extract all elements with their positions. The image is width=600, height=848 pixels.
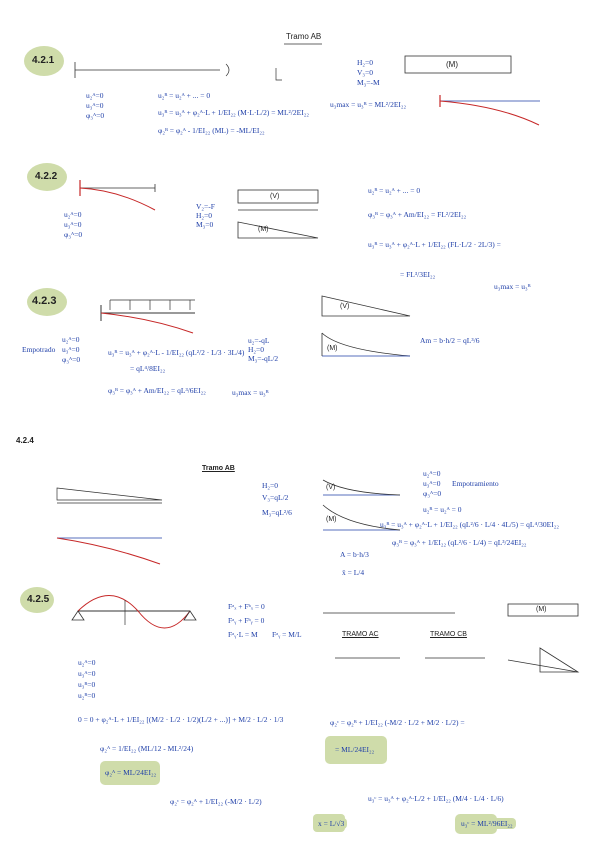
deflection-4-2-1 — [440, 95, 540, 125]
s5-react-2: Fᵃᵧ·L = M — [228, 630, 258, 639]
s3-eq3: φ₃ᴮ = φ₃ᴬ + Am/EI₂₂ = qL³/6EI₂₂ — [108, 386, 206, 395]
beam-4-2-2 — [80, 180, 155, 210]
s3-diag1-label: (V) — [340, 303, 350, 310]
beam-4-2-3 — [101, 300, 195, 333]
s2-react-2: M₃=0 — [196, 220, 214, 229]
s5-react-0: Fᵃₓ + Fᵇₓ = 0 — [228, 602, 265, 611]
s5-tramo1: TRAMO AC — [342, 631, 379, 638]
s5-cond-2: u₃ᴮ=0 — [78, 680, 96, 689]
s5-res1: φ₂ᴬ = ML/24EI₂₂ — [102, 767, 159, 778]
s5-cond-3: u₂ᴮ=0 — [78, 691, 96, 700]
s4-cond-label: Empotramiento — [452, 479, 499, 488]
diagrams-4-2-5 — [323, 604, 578, 672]
moment-diagram-4-2-1 — [405, 56, 511, 73]
s5-res4: x = L/√3 — [315, 818, 347, 829]
s5-eq4: φ₂ᶜ = φ₂ᴮ + 1/EI₂₂ (-M/2 · L/2 + M/2 · L/2) = — [330, 718, 465, 727]
s1-eq3: φ₂ᴮ = φ₂ᴬ - 1/EI₂₂ (ML) = -ML/EI₂₂ — [158, 126, 265, 135]
s1-max: u₃max = u₃ᴮ = ML²/2EI₂₂ — [330, 100, 407, 109]
s4-cond-0: u₂ᴬ=0 — [423, 469, 441, 478]
s1-cond-1: u₃ᴬ=0 — [86, 101, 104, 110]
s2-max: u₃max = u₃ᴮ — [494, 282, 531, 291]
s4-eq1: u₂ᴮ = u₂ᴬ = 0 — [423, 505, 462, 514]
beam-4-2-5 — [72, 596, 196, 629]
s4-cond-1: u₃ᴬ=0 — [423, 479, 441, 488]
s1-react-0: H₂=0 — [357, 58, 374, 67]
s3-cond-0: u₂ᴬ=0 — [62, 335, 80, 344]
s4-eq3: φ₃ᴮ = φ₃ᴬ + 1/EI₂₂ (qL²/6 · L/4) = qL³/24EI₂₂ — [392, 538, 527, 547]
s2-eq1: u₂ᴮ = u₂ᴬ + ... = 0 — [368, 186, 421, 195]
s5-eq5: u₃ᶜ = u₃ᴬ + φ₂ᴬ·L/2 + 1/EI₂₂ (M/4 · L/4 · L/6) — [368, 794, 504, 803]
s4-diag1-label: (V) — [326, 484, 336, 491]
s3-react-1: H₂=0 — [248, 345, 265, 354]
s2-diag2-label: (M) — [258, 226, 269, 233]
s4-xbar: x̄ = L/4 — [342, 568, 365, 577]
s3-eq1: u₃ᴮ = u₃ᴬ + φ₂ᴬ·L - 1/EI₂₂ (qL²/2 · L/3 · 3L/4) — [108, 348, 245, 357]
s1-cond-0: u₂ᴬ=0 — [86, 91, 104, 100]
s5-diag-label: (M) — [536, 606, 547, 613]
s1-eq1: u₂ᴮ = u₂ᴬ + ... = 0 — [158, 91, 211, 100]
s4-diag2-label: (M) — [326, 516, 337, 523]
s5-cond-1: u₃ᴬ=0 — [78, 669, 96, 678]
s1-eq2: u₃ᴮ = u₃ᴬ + φ₂ᴬ·L + 1/EI₂₂ (M·L·L/2) = ML²/2EI₂₂ — [158, 108, 309, 117]
s3-cond-label: Empotrado — [22, 345, 56, 354]
s2-cond-0: u₂ᴬ=0 — [64, 210, 82, 219]
s5-eq1: 0 = 0 + φ₂ᴬ·L + 1/EI₂₂ [(M/2 · L/2 · 1/2)(L/2 + ...)] + M/2 · L/2 · 1/3 — [78, 715, 284, 724]
s2-eq3: u₃ᴮ = u₃ᴬ + φ₂ᴬ·L + 1/EI₂₂ (FL·L/2 · 2L/3) = — [368, 240, 501, 249]
s3-react-0: u₂=-qL — [248, 336, 270, 345]
s4-cond-2: φ₃ᴬ=0 — [423, 489, 442, 498]
s2-react-1: H₂=0 — [196, 211, 213, 220]
s4-react-2: M₃=qL²/6 — [262, 508, 292, 517]
s5-res2: = ML/24EI₂₂ — [332, 744, 377, 755]
s5-res3: u₃ᶜ = ML²/96EI₂₂ — [458, 818, 516, 829]
s3-react-2: M₃=-qL/2 — [248, 354, 279, 363]
s4-eq2: u₃ᴮ = u₃ᴬ + φ₂ᴬ·L + 1/EI₂₂ (qL²/6 · L/4 · 4L/5) = qL⁴/30EI₂₂ — [380, 520, 559, 529]
section-label-2: 4.2.2 — [35, 171, 58, 182]
beam-4-2-1 — [75, 62, 282, 80]
s3-eq2: = qL⁴/8EI₂₂ — [130, 364, 166, 373]
s2-react-0: V₂=-F — [196, 202, 215, 211]
s3-cond-2: φ₃ᴬ=0 — [62, 355, 81, 364]
s1-react-2: M₃=-M — [357, 78, 380, 87]
s1-react-1: V₃=0 — [357, 68, 374, 77]
s4-title: Tramo AB — [202, 465, 235, 472]
page-title: Tramo AB — [286, 32, 322, 41]
s2-cond-2: φ₃ᴬ=0 — [64, 230, 83, 239]
s5-eq3: φ₂ᶜ = φ₂ᴬ + 1/EI₂₂ (-M/2 · L/2) — [170, 797, 262, 806]
section-label-4: 4.2.4 — [16, 436, 34, 445]
section-label-1: 4.2.1 — [32, 55, 55, 66]
s1-diag-label: (M) — [446, 60, 458, 69]
s2-diag1-label: (V) — [270, 193, 280, 200]
s5-react-1: Fᵃᵧ + Fᵇᵧ = 0 — [228, 616, 265, 625]
s5-tramo2: TRAMO CB — [430, 631, 467, 638]
s5-cond-0: u₂ᴬ=0 — [78, 658, 96, 667]
s4-react-0: H₂=0 — [262, 481, 279, 490]
s3-diag2-label: (M) — [327, 345, 338, 352]
s5-eq2: φ₂ᴬ = 1/EI₂₂ (ML/12 - ML²/24) — [100, 744, 194, 753]
s1-cond-2: φ₃ᴬ=0 — [86, 111, 105, 120]
s3-cond-1: u₃ᴬ=0 — [62, 345, 80, 354]
s3-area: Am = b·h/2 = qL³/6 — [420, 336, 480, 345]
s2-cond-1: u₃ᴬ=0 — [64, 220, 82, 229]
section-label-3: 4.2.3 — [32, 295, 57, 307]
s4-area: A = b·h/3 — [340, 550, 369, 559]
s4-react-1: V₃=qL/2 — [262, 493, 289, 502]
s3-max: u₃max = u₃ᴮ — [232, 388, 269, 397]
s2-eq4: = FL³/3EI₂₂ — [400, 270, 436, 279]
s2-eq2: φ₃ᴮ = φ₃ᴬ + Am/EI₂₂ = FL²/2EI₂₂ — [368, 210, 467, 219]
s5-react-3: Fᵃᵧ = M/L — [272, 630, 302, 639]
section-label-5: 4.2.5 — [27, 594, 50, 605]
beam-4-2-4 — [57, 488, 162, 564]
